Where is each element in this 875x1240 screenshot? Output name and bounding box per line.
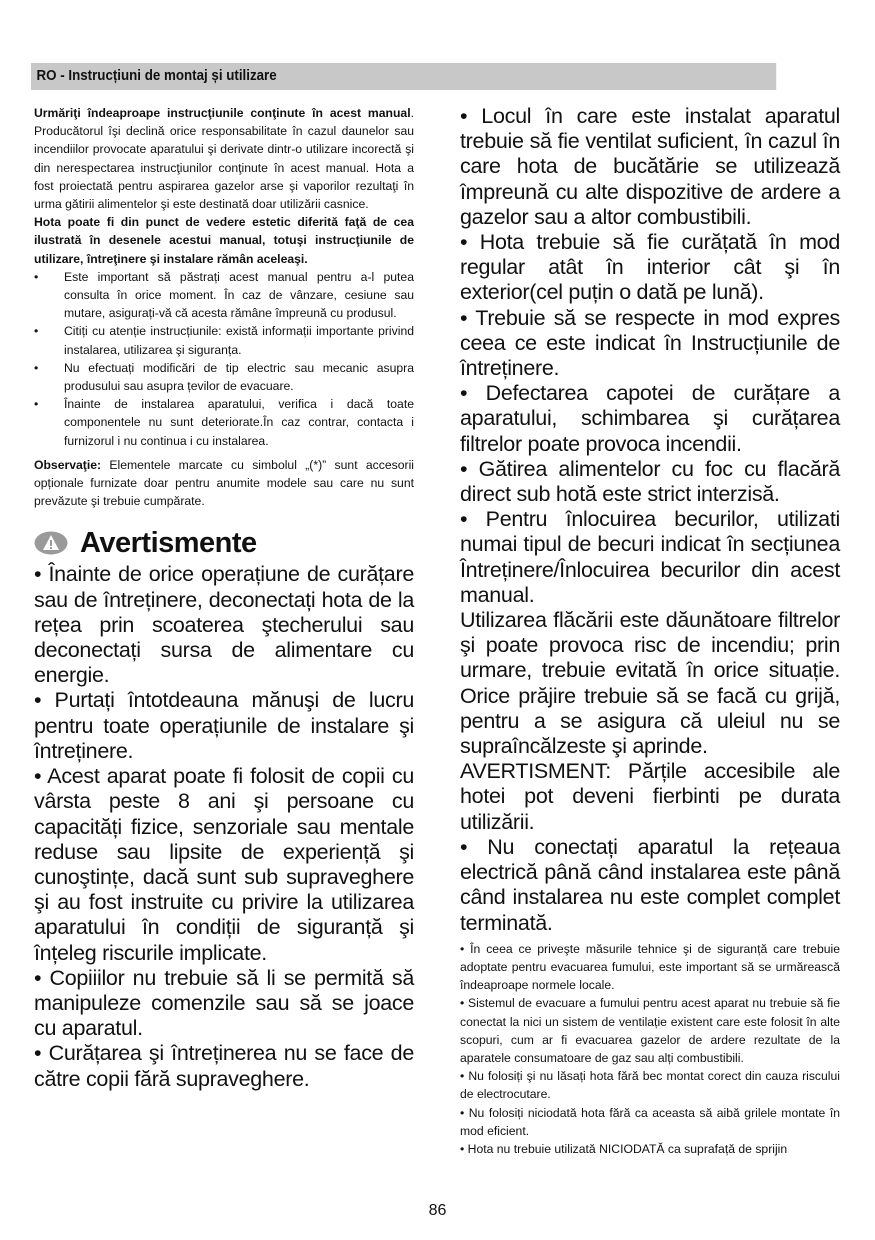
warning-item: • Copiiilor nu trebuie să li se permită să manipuleze comenzile sau să se joace cu aparatul. bbox=[34, 965, 414, 1041]
page-number: 86 bbox=[428, 1202, 447, 1219]
warning-item: • Nu folosiți şi nu lăsați hota fără bec montat corect din cauza riscului de electrocutare. bbox=[460, 1069, 840, 1102]
warning-item: Utilizarea flăcării este dăunătoare filtrelor şi poate provoca risc de incendiu; prin urmare, trebuie evitată în orice situație. Orice prăjire trebuie să se facă cu grijă, pentru a se asigura că uleiul nu se supraîncălzeste şi aprinde. bbox=[460, 608, 840, 759]
intro-lead-rest: . Producătorul îşi declină orice responsabilitate în cazul daunelor sau incendiilor provocate aparatului şi derivate dintr-o utilizare incorectă şi din nerespectarea instrucţiunilor conţinute în acest manual. Hota a fost proiectată pentru aspirarea gazelor arse şi vaporilor rezultaţi în urma gătirii alimentelor şi este destinată doar utilizării casnice. bbox=[34, 106, 414, 212]
warnings-title: Avertismente bbox=[80, 526, 257, 559]
warnings-right-list bbox=[460, 104, 840, 936]
observation-note bbox=[34, 456, 414, 511]
warning-item: • Pentru înlocuirea becurilor, utilizati numai tipul de becuri indicat în secțiunea Întreținere/Înlocuirea becurilor din acest manual. bbox=[460, 507, 840, 607]
right-column bbox=[460, 104, 840, 1158]
warning-item: • Nu folosiți niciodată hota fără ca aceasta să aibă grilele montate în mod eficient. bbox=[460, 1105, 840, 1138]
warning-item: • Înainte de orice operațiune de curățare sau de întreținere, deconectați hota de la rețea prin scoaterea ştecherului sau deconectați sursa de alimentare cu energie. bbox=[34, 562, 414, 688]
warning-item: • Acest aparat poate fi folosit de copii cu vârsta peste 8 ani şi persoane cu capacități fizice, senzoriale sau mentale reduse sau lipsite de experiență şi cunoştințe, dacă sunt sub supraveghere şi au fost instruite cu privire la utilizarea aparatului în condiții de siguranță şi înțeleg riscurile implicate. bbox=[34, 764, 414, 965]
intro-lead-bold: Urmăriţi îndeaproape instrucţiunile conţinute în acest manual bbox=[34, 106, 411, 120]
observation-label: Observaţie: bbox=[34, 457, 102, 472]
warnings-right-small-list bbox=[460, 940, 840, 1158]
intro-bold-paragraph: Hota poate fi din punct de vedere estetic diferită faţă de cea ilustrată în desenele acestui manual, totuşi instrucţiunile de utilizare, întreţinere şi instalare rămân aceleaşi. bbox=[34, 215, 414, 266]
warnings-heading bbox=[34, 524, 414, 562]
warning-item: • Sistemul de evacuare a fumului pentru acest aparat nu trebuie să fie conectat la nici un sistem de ventilație existent care este folosit în alte scopuri, cum ar fi evacuarea gazelor de ardere rezultate de la aparatele consumatoare de gaz sau alți combustibili. bbox=[460, 996, 840, 1065]
intro-paragraph bbox=[34, 104, 414, 213]
list-item: • Este important să păstrați acest manual pentru a-l putea consulta în orice moment. În caz de vânzare, cesiune sau mutare, asigurați-vă că acesta rămâne împreună cu produsul. bbox=[34, 268, 414, 323]
warning-item: • În ceea ce priveşte măsurile tehnice şi de siguranță care trebuie adoptate pentru evacuarea fumului, este important să se urmărească îndeaproape normele locale. bbox=[460, 941, 840, 993]
left-column bbox=[34, 104, 414, 1092]
warning-triangle-icon bbox=[34, 531, 68, 555]
section-header: RO - Instrucțiuni de montaj și utilizare bbox=[31, 63, 776, 90]
warning-item: • Trebuie să se respecte in mod expres ceea ce este indicat în Instrucțiunile de întreținere. bbox=[460, 305, 840, 381]
intro-bullet-list bbox=[34, 268, 414, 450]
warning-item: • Hota nu trebuie utilizată NICIODATĂ ca suprafață de sprijin bbox=[460, 1141, 788, 1156]
warning-item: • Defectarea capotei de curățare a aparatului, schimbarea şi curățarea filtrelor poate provoca incendii. bbox=[460, 381, 840, 456]
warning-item: • Gătirea alimentelor cu foc cu flacără direct sub hotă este strict interzisă. bbox=[460, 456, 840, 507]
list-item: • Citiți cu atenție instrucțiunile: există informații importante privind instalarea, utilizarea şi siguranța. bbox=[34, 322, 414, 358]
list-item: • Nu efectuați modificări de tip electric sau mecanic asupra produsului sau asupra țevilor de evacuare. bbox=[34, 359, 414, 395]
warning-item: • Nu conectați aparatul la rețeaua electrică până când instalarea este până când instalarea nu este complet complet terminată. bbox=[460, 834, 840, 935]
list-item: • Înainte de instalarea aparatului, verifica i dacă toate componentele nu sunt deteriorate.În caz contrar, contacta i furnizorul i nu continua i cu instalarea. bbox=[34, 395, 414, 450]
warnings-left-list bbox=[34, 562, 414, 1091]
intro-block bbox=[34, 104, 414, 510]
warning-item: • Purtați întotdeauna mănuşi de lucru pentru toate operațiunile de instalare şi întreținere. bbox=[34, 688, 414, 763]
warning-item: • Locul în care este instalat aparatul trebuie să fie ventilat suficient, în cazul în care hota de bucătărie se utilizează împreună cu alte dispozitive de ardere a gazelor sau a altor combustibili. bbox=[460, 104, 840, 229]
warning-item: • Hota trebuie să fie curățată în mod regular atât în interior cât şi în exterior(cel puțin o dată pe lună). bbox=[460, 230, 840, 305]
observation-text: Elementele marcate cu simbolul „(*)” sunt accesorii opționale furnizate doar pentru anumite modele sau care nu sunt prevăzute şi trebuie cumpărate. bbox=[34, 457, 414, 509]
warning-item: • Curățarea şi întreținerea nu se face de către copii fără supraveghere. bbox=[34, 1041, 414, 1091]
warning-item: AVERTISMENT: Părțile accesibile ale hotei pot deveni fierbinti pe durata utilizării. bbox=[460, 759, 840, 834]
